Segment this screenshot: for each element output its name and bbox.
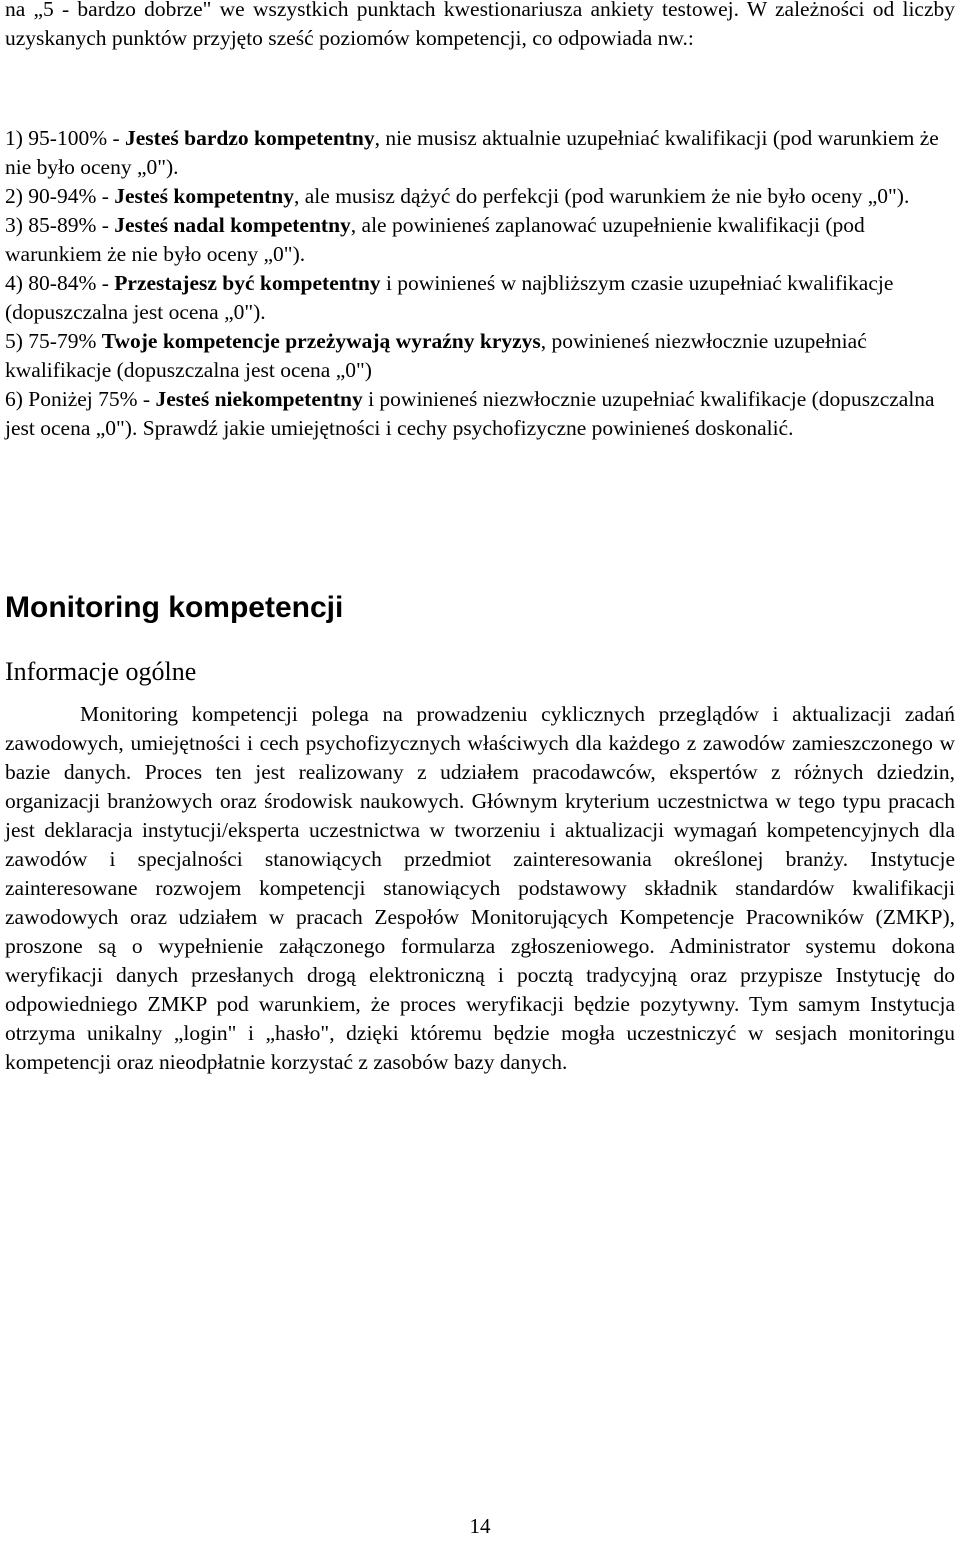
level-item: 3) 85-89% - Jesteś nadal kompetentny, ale powinieneś zaplanować uzupełnienie kwalifikacji (pod warunkiem że nie było oceny „0"). <box>5 213 865 266</box>
intro-paragraph: na „5 - bardzo dobrze" we wszystkich punktach kwestionariusza ankiety testowej. W zależności od liczby uzyskanych punktów przyjęto sześć poziomów kompetencji, co odpowiada nw.: <box>5 0 955 50</box>
section-heading: Monitoring kompetencji <box>5 591 344 624</box>
page-number: 14 <box>469 1514 491 1538</box>
level-item: 5) 75-79% Twoje kompetencje przeżywają wyraźny kryzys, powinieneś niezwłocznie uzupełniać kwalifikacje (dopuszczalna jest ocena „0") <box>5 329 867 382</box>
competence-levels-list <box>5 124 955 443</box>
body-paragraph: Monitoring kompetencji polega na prowadzeniu cyklicznych przeglądów i aktualizacji zadań zawodowych, umiejętności i cech psychofizycznych właściwych dla każdego z zawodów zamieszczonego w bazie danych. Proces ten jest realizowany z udziałem pracodawców, ekspertów z różnych dziedzin, organizacji branżowych oraz środowisk naukowych. Głównym kryterium uczestnictwa w tego typu pracach jest deklaracja instytucji/eksperta uczestnictwa w tworzeniu i aktualizacji wymagań kompetencyjnych dla zawodów i specjalności stanowiących przedmiot zainteresowania określonej branży. Instytucje zainteresowane rozwojem kompetencji stanowiących podstawowy składnik standardów kwalifikacji zawodowych oraz udziałem w pracach Zespołów Monitorujących Kompetencje Pracowników (ZMKP), proszone są o wypełnienie załączonego formularza zgłoszeniowego. Administrator systemu dokona weryfikacji danych przesłanych drogą elektroniczną i pocztą tradycyjną oraz przypisze Instytucję do odpowiedniego ZMKP pod warunkiem, że proces weryfikacji będzie pozytywny. Tym samym Instytucja otrzyma unikalny „login" i „hasło", dzięki któremu będzie mogła uczestniczyć w sesjach monitoringu kompetencji oraz nieodpłatnie korzystać z zasobów bazy danych. <box>5 702 955 1074</box>
level-item: 6) Poniżej 75% - Jesteś niekompetentny i powinieneś niezwłocznie uzupełniać kwalifikacje (dopuszczalna jest ocena „0"). Sprawdź jakie umiejętności i cechy psychofizyczne powinieneś doskonalić. <box>5 387 935 440</box>
level-item: 2) 90-94% - Jesteś kompetentny, ale musisz dążyć do perfekcji (pod warunkiem że nie było oceny „0"). <box>5 184 910 208</box>
level-item: 1) 95-100% - Jesteś bardzo kompetentny, nie musisz aktualnie uzupełniać kwalifikacji (pod warunkiem że nie było oceny „0"). <box>5 126 939 179</box>
subsection-heading: Informacje ogólne <box>5 657 197 686</box>
level-item: 4) 80-84% - Przestajesz być kompetentny i powinieneś w najbliższym czasie uzupełniać kwalifikacje (dopuszczalna jest ocena „0"). <box>5 271 894 324</box>
